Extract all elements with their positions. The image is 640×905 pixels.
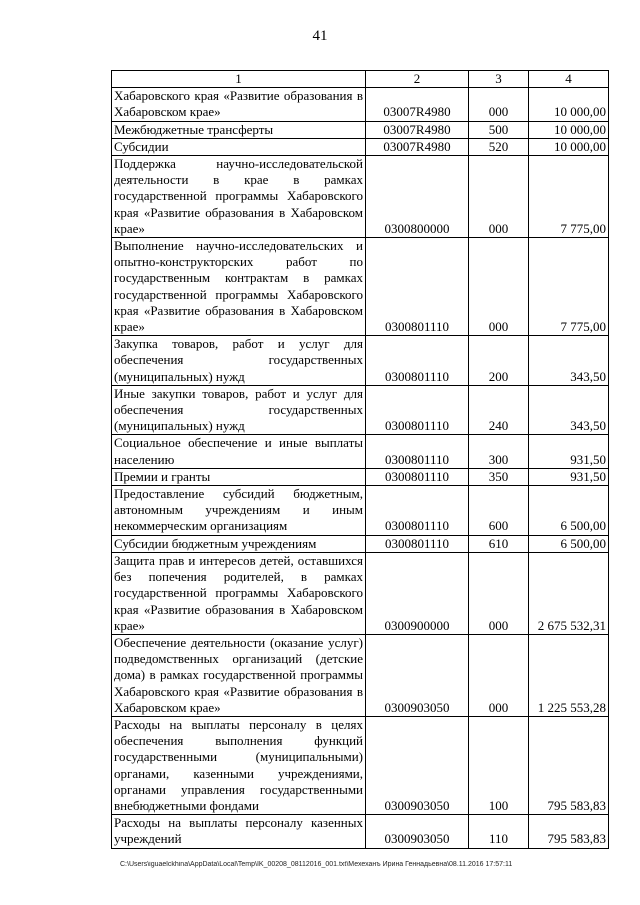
header-col-name: 1 [112,71,366,88]
row-vr: 300 [469,435,529,468]
row-code: 0300801110 [366,385,469,435]
document-footer-path: C:\Users\iguaelckhina\AppData\Local\Temp\IK_00208_08112016_001.txt\Мехеханъ Ирина Геннадьевна\08.11.2016 17:57:11 [120,861,513,868]
header-col-code: 2 [366,71,469,88]
header-col-vr: 3 [469,71,529,88]
table-row [112,815,609,848]
header-col-amount: 4 [529,71,609,88]
row-vr: 600 [469,486,529,536]
row-amount: 2 675 532,31 [529,552,609,634]
row-amount: 1 225 553,28 [529,634,609,716]
row-code: 03007R4980 [366,88,469,121]
row-amount: 6 500,00 [529,486,609,536]
row-name: Расходы на выплаты персоналу казенных учреждений [112,815,366,848]
row-name: Предоставление субсидий бюджетным, автономным учреждениям и иным некоммерческим организациям [112,486,366,536]
row-name: Защита прав и интересов детей, оставшихся без попечения родителей, в рамках государственной программы Хабаровского края «Развитие образования в Хабаровском крае» [112,552,366,634]
row-vr: 500 [469,121,529,138]
row-amount: 931,50 [529,468,609,485]
row-amount: 7 775,00 [529,238,609,336]
row-vr: 610 [469,535,529,552]
row-name: Хабаровского края «Развитие образования в Хабаровском крае» [112,88,366,121]
row-code: 03007R4980 [366,138,469,155]
row-name: Межбюджетные трансферты [112,121,366,138]
page-number: 41 [312,28,328,44]
table-body [112,88,609,848]
row-code: 0300801110 [366,535,469,552]
row-code: 0300903050 [366,716,469,814]
row-code: 0300900000 [366,552,469,634]
row-name: Иные закупки товаров, работ и услуг для обеспечения государственных (муниципальных) нужд [112,385,366,435]
row-name: Обеспечение деятельности (оказание услуг) подведомственных организаций (детские дома) в рамках государственной программы Хабаровского края «Развитие образования в Хабаровском крае» [112,634,366,716]
row-amount: 795 583,83 [529,716,609,814]
table-header [112,71,609,88]
row-code: 0300801110 [366,435,469,468]
table-row [112,486,609,536]
row-code: 0300801110 [366,486,469,536]
table-row [112,435,609,468]
row-code: 0300800000 [366,156,469,238]
row-vr: 520 [469,138,529,155]
table-row [112,138,609,155]
row-code: 0300903050 [366,634,469,716]
row-vr: 350 [469,468,529,485]
row-name: Субсидии [112,138,366,155]
row-amount: 10 000,00 [529,138,609,155]
row-name: Поддержка научно-исследовательской деятельности в крае в рамках государственной программы Хабаровского края «Развитие образования в Хабаровском крае» [112,156,366,238]
table-row [112,716,609,814]
table-row [112,535,609,552]
header-row [112,71,609,88]
row-amount: 795 583,83 [529,815,609,848]
row-amount: 10 000,00 [529,88,609,121]
row-code: 0300903050 [366,815,469,848]
row-name: Социальное обеспечение и иные выплаты населению [112,435,366,468]
row-vr: 000 [469,238,529,336]
table-row [112,468,609,485]
row-name: Субсидии бюджетным учреждениям [112,535,366,552]
row-name: Расходы на выплаты персоналу в целях обеспечения выполнения функций государственными (муниципальными) органами, казенными учреждениями, органами управления государственными внебюджетными фондами [112,716,366,814]
row-amount: 10 000,00 [529,121,609,138]
row-name: Выполнение научно-исследовательских и опытно-конструкторских работ по государственным контрактам в рамках государственной программы Хабаровского края «Развитие образования в Хабаровском крае» [112,238,366,336]
table-row [112,88,609,121]
row-code: 0300801110 [366,336,469,386]
row-amount: 931,50 [529,435,609,468]
budget-table [111,70,609,849]
row-code: 0300801110 [366,468,469,485]
row-vr: 110 [469,815,529,848]
table-row [112,156,609,238]
row-amount: 343,50 [529,336,609,386]
row-vr: 000 [469,552,529,634]
row-name: Закупка товаров, работ и услуг для обеспечения государственных (муниципальных) нужд [112,336,366,386]
row-vr: 000 [469,156,529,238]
row-vr: 000 [469,88,529,121]
row-amount: 6 500,00 [529,535,609,552]
table-row [112,634,609,716]
row-vr: 000 [469,634,529,716]
table-row [112,385,609,435]
row-code: 03007R4980 [366,121,469,138]
row-vr: 200 [469,336,529,386]
row-code: 0300801110 [366,238,469,336]
row-vr: 100 [469,716,529,814]
row-amount: 7 775,00 [529,156,609,238]
row-vr: 240 [469,385,529,435]
table-row [112,336,609,386]
table-row [112,238,609,336]
table-row [112,121,609,138]
table-row [112,552,609,634]
row-name: Премии и гранты [112,468,366,485]
row-amount: 343,50 [529,385,609,435]
